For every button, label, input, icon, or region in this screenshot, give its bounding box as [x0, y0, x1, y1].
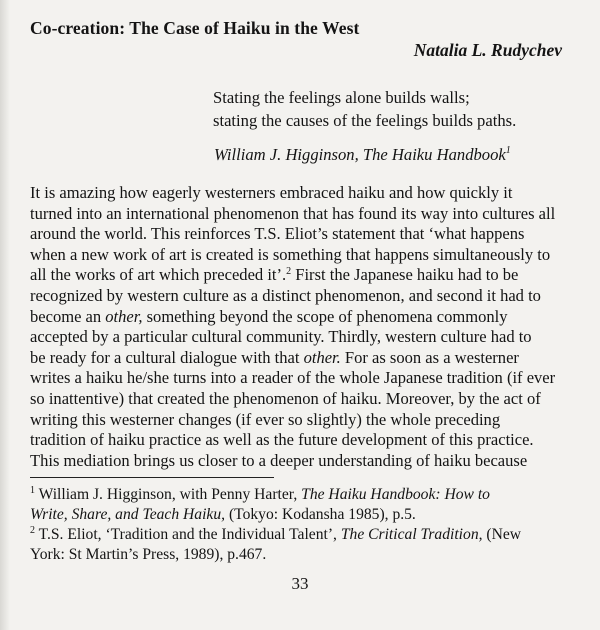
- body-line-text: tradition of haiku practice as well as the future development of this practice.: [30, 430, 534, 450]
- footnote-number: 2: [30, 525, 35, 536]
- footnote-separator: [30, 477, 274, 478]
- footnote-ref: 2: [286, 266, 292, 278]
- body-line: [30, 245, 590, 266]
- footnote-2: [30, 525, 590, 565]
- body-line: [30, 307, 590, 328]
- body-line: [30, 451, 590, 472]
- body-line-text: turned into an international phenomenon that has found its way into cultures all: [30, 203, 556, 223]
- footnote-ref-1: 1: [505, 145, 511, 156]
- footnote-text: T.S. Eliot, ‘Tradition and the Individual Talent’,: [35, 526, 341, 543]
- body-line: [30, 183, 590, 204]
- body-line-text: so inattentive) that created the phenomenon of haiku. Moreover, by the act of: [30, 388, 541, 408]
- body-line: [30, 389, 590, 410]
- body-line-text: be ready for a cultural dialogue with that: [30, 347, 304, 367]
- body-line: [30, 410, 590, 431]
- body-line: [30, 204, 590, 225]
- page-number: 33: [291, 574, 309, 593]
- footnote-text: York: St Martin’s Press, 1989), p.467.: [30, 546, 267, 563]
- body-line-text: around the world. This reinforces T.S. Eliot’s statement that ‘what happens: [30, 224, 525, 244]
- body-line: [30, 430, 590, 451]
- author-name: Natalia L. Rudychev: [413, 40, 562, 60]
- body-line-text: This mediation brings us closer to a deeper understanding of haiku because: [30, 450, 528, 470]
- footnote-book-title: Write, Share, and Teach Haiku,: [30, 506, 226, 523]
- body-line-text: accepted by a particular cultural community. Thirdly, western culture had to: [30, 327, 532, 347]
- epigraph-source-text: William J. Higginson, The Haiku Handbook: [214, 145, 506, 164]
- footnote-text: (Tokyo: Kodansha 1985), p.5.: [225, 506, 416, 523]
- footnote-book-title: The Haiku Handbook: How to: [301, 486, 490, 503]
- body-line-text: For as soon as a westerner: [340, 347, 519, 367]
- footnote-text: (New: [482, 526, 522, 543]
- body-line: [30, 224, 590, 245]
- body-text: [30, 183, 590, 471]
- chapter-title: Co-creation: The Case of Haiku in the West: [30, 18, 360, 38]
- body-line-text: writes a haiku he/she turns into a reader of the whole Japanese tradition (if ever: [30, 368, 556, 388]
- body-line-text: become an: [30, 306, 106, 326]
- epigraph-line-2: stating the causes of the feelings builds paths.: [213, 111, 517, 130]
- body-line-text: all the works of art which preceded it’.: [30, 265, 287, 285]
- body-line: [30, 265, 590, 286]
- body-line-text: recognized by western culture as a distinct phenomenon, and second it had to: [30, 285, 541, 305]
- footnote-book-title: The Critical Tradition,: [340, 526, 483, 543]
- emphasis: other,: [105, 306, 143, 326]
- footnotes: [30, 485, 590, 565]
- body-line-text: when a new work of art is created is something that happens simultaneously to: [30, 244, 551, 264]
- footnote-number: 1: [30, 485, 35, 496]
- epigraph-source: [214, 145, 511, 165]
- emphasis: other.: [303, 347, 341, 367]
- body-line: [30, 348, 590, 369]
- body-line: [30, 286, 590, 307]
- body-line: [30, 327, 590, 348]
- body-line-text: First the Japanese haiku had to be: [291, 265, 519, 285]
- body-line-text: writing this westerner changes (if ever so slightly) the whole preceding: [30, 409, 501, 429]
- footnote-1: [30, 485, 590, 525]
- epigraph-line-1: Stating the feelings alone builds walls;: [213, 88, 470, 107]
- epigraph: [213, 86, 583, 132]
- body-line-text: something beyond the scope of phenomena commonly: [142, 306, 508, 326]
- body-line: [30, 368, 590, 389]
- footnote-text: William J. Higginson, with Penny Harter,: [35, 486, 302, 503]
- body-line-text: It is amazing how eagerly westerners embraced haiku and how quickly it: [30, 183, 513, 202]
- page-edge-shadow: [0, 0, 10, 630]
